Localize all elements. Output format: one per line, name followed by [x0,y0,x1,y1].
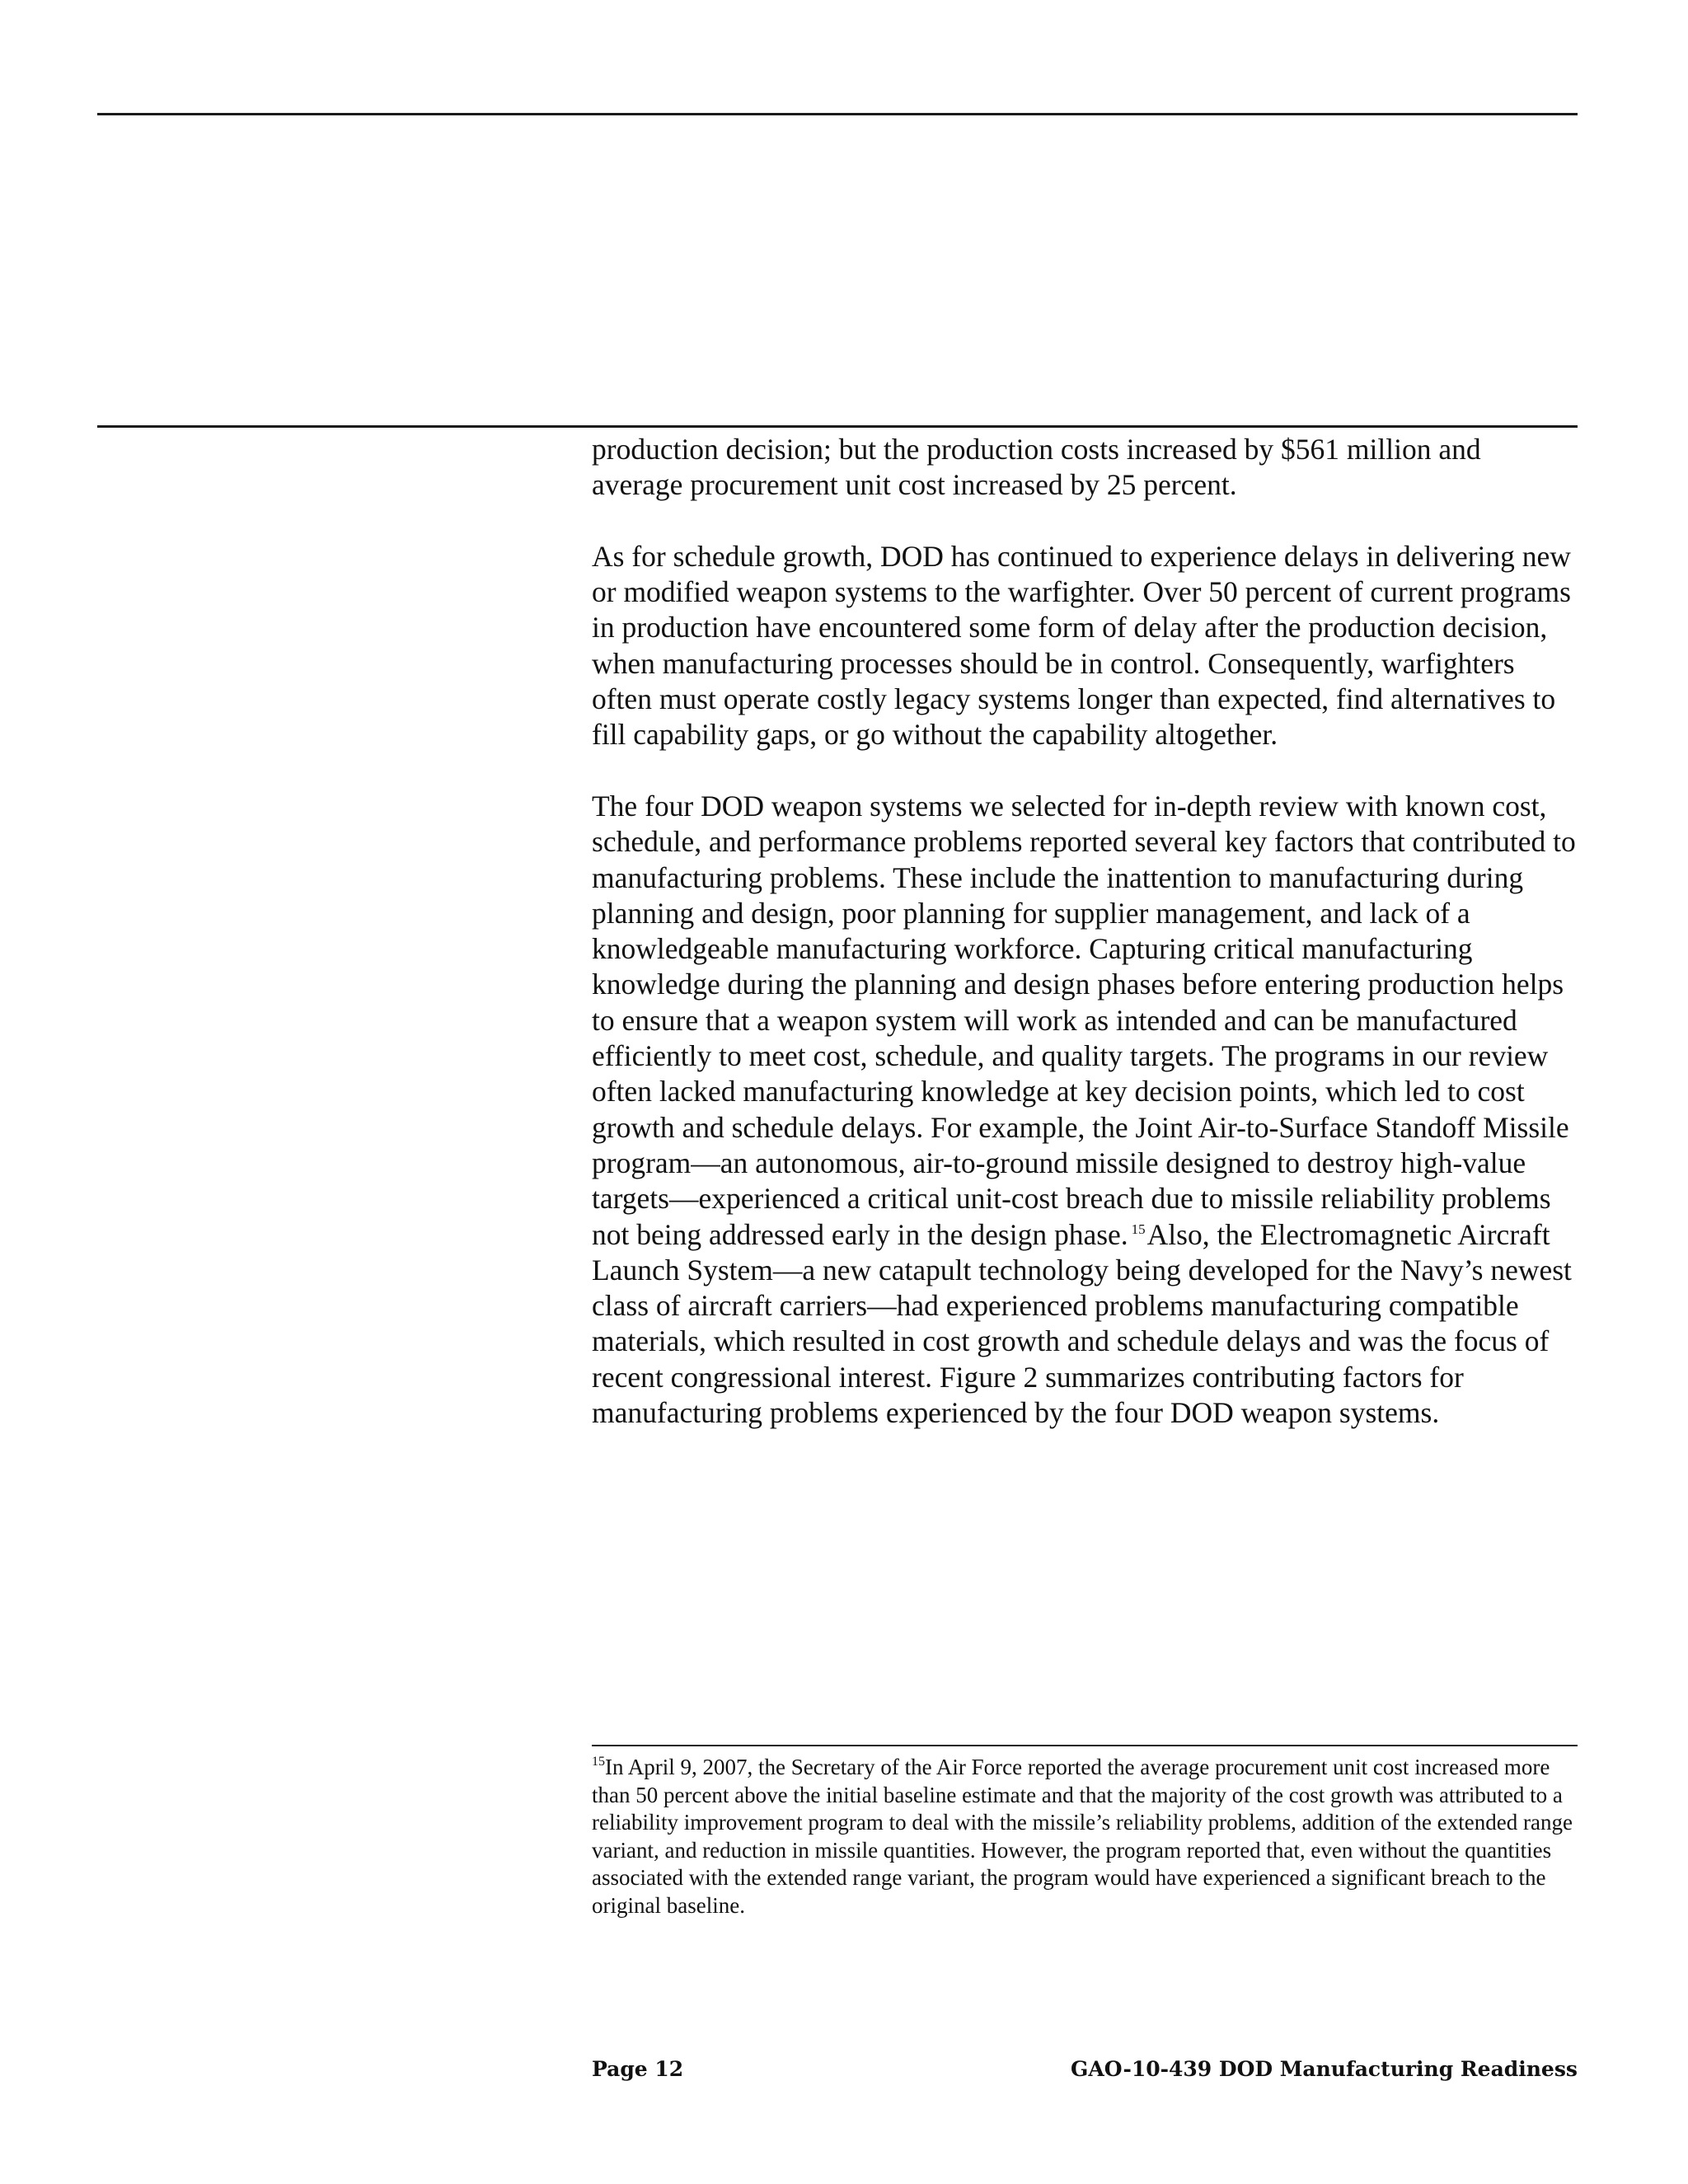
body-paragraph [592,789,1578,1431]
body-paragraph: As for schedule growth, DOD has continued to experience delays in delivering new or modified weapon systems to the warfighter. Over 50 percent of current programs in production have encountered some form of delay after the production decision, when manufacturing processes should be in control. Consequently, warfighters often must operate costly legacy systems longer than expected, find alternatives to fill capability gaps, or go without the capability altogether. [592,539,1571,752]
footnote-separator [592,1745,1578,1746]
body-paragraph-text: Also, the Electromagnetic Aircraft Launch System—a new catapult technology being developed for the Navy’s newest class of aircraft carriers—had experienced problems manufacturing compatible materials, which resulted in cost growth and schedule delays and was the focus of recent congressional interest. Figure 2 summarizes contributing factors for manufacturing problems experienced by the four DOD weapon systems. [592,1217,1572,1430]
report-identifier: GAO-10-439 DOD Manufacturing Readiness [1071,2057,1578,2081]
page-number: Page 12 [592,2057,684,2081]
header-rule-top [97,113,1578,115]
body-paragraph: production decision; but the production costs increased by $561 million and average procurement unit cost increased by 25 percent. [592,433,1481,502]
footnote-text: In April 9, 2007, the Secretary of the Air Force reported the average procurement unit cost increased more than 50 percent above the initial baseline estimate and that the majority of the cost growth was attributed to a reliability improvement program to deal with the missile’s reliability problems, addition of the extended range variant, and reduction in missile quantities. However, the program reported that, even without the quantities associated with the extended range variant, the program would have experienced a significant breach to the original baseline. [592,1755,1573,1918]
main-body-text [592,432,1578,1431]
footnote-reference[interactable]: 15 [1131,1221,1146,1237]
body-paragraph-text: The four DOD weapon systems we selected for in-depth review with known cost, schedule, and performance problems reported several key factors that contributed to manufacturing problems. These include the inattention to manufacturing during planning and design, poor planning for supplier management, and lack of a knowledgeable manufacturing workforce. Capturing critical manufacturing knowledge during the planning and design phases before entering production helps to ensure that a weapon system will work as intended and can be manufactured efficiently to meet cost, schedule, and quality targets. The programs in our review often lacked manufacturing knowledge at key decision points, which led to cost growth and schedule delays. For example, the Joint Air-to-Surface Standoff Missile program—an autonomous, air-to-ground missile designed to destroy high-value targets—experienced a critical unit-cost breach due to missile reliability problems not being addressed early in the design phase. [592,789,1576,1251]
footnote-number: 15 [592,1755,605,1769]
footnote [592,1754,1578,1919]
header-rule-bottom [97,425,1578,428]
page-footer [592,2055,1578,2083]
